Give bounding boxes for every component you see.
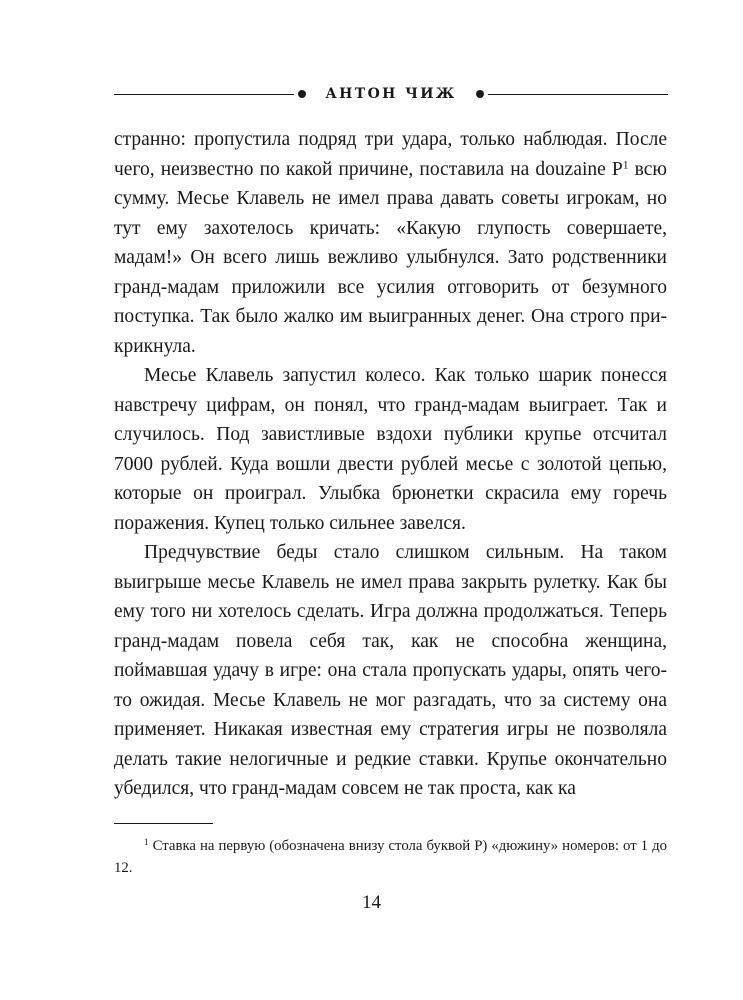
paragraph-3: Предчувствие беды стало слишком сильным. На таком выигрыше месье Клавель не имел права закрыть рулетку. Как бы ему того ни хотелось сделать. Игра должна продолжаться. Теперь гранд-мадам повела себя так, как не способна женщина, поймавшая удачу в игре: она стала пропускать удары, опять чего-то ожидая. Месье Клавель не мог разгадать, что за систему она применяет. Никакая известная ему стратегия игры не позволяла делать такие нелогичные и редкие ставки. Крупье окончательно убедился, что гранд-мадам совсем не так проста, как ка	[114, 542, 667, 799]
header-right-dot	[476, 90, 484, 98]
header-right-rule	[488, 94, 668, 95]
footnote	[114, 836, 667, 879]
footnote-reference: 1	[622, 158, 629, 172]
paragraph-1	[114, 125, 667, 361]
paragraph-1-end: всю сумму. Месье Клавель не имел права давать советы игрокам, но тут ему захотелось кричать: «Какую глупость совершаете, мадам!» Он всего лишь вежливо улыбнулся. Зато родственники гранд-мадам приложили все усилия отговорить от безумного поступка. Так было жалко им выигранных денег. Она строго прикрикнула.	[114, 158, 667, 357]
header-left-rule	[114, 94, 294, 95]
footnote-text: Ставка на первую (обозначена внизу стола буквой Р) «дюжину» номеров: от 1 до 12.	[114, 838, 667, 876]
running-header	[114, 84, 668, 104]
footnote-separator	[114, 823, 213, 824]
header-left-dot	[298, 90, 306, 98]
paragraph-2: Месье Клавель запустил колесо. Как только шарик понесся навстречу цифрам, он понял, что гранд-мадам выиграет. Так и случилось. Под завистливые вздохи публики крупье отсчитал 7000 рублей. Куда вошли двести рублей месье с золотой цепью, которые он проиграл. Улыбка брюнетки скрасила ему горечь поражения. Купец только сильнее завелся.	[114, 365, 667, 534]
page-number: 14	[362, 892, 381, 913]
header-author-name: АНТОН ЧИЖ	[325, 86, 457, 102]
paragraph-1-start: странно: пропустила подряд три удара, только наблюдая. После чего, неизвестно по какой причине, поставила на douzaine P	[114, 129, 667, 180]
body-text	[114, 125, 667, 804]
footnote-number: 1	[144, 836, 149, 847]
